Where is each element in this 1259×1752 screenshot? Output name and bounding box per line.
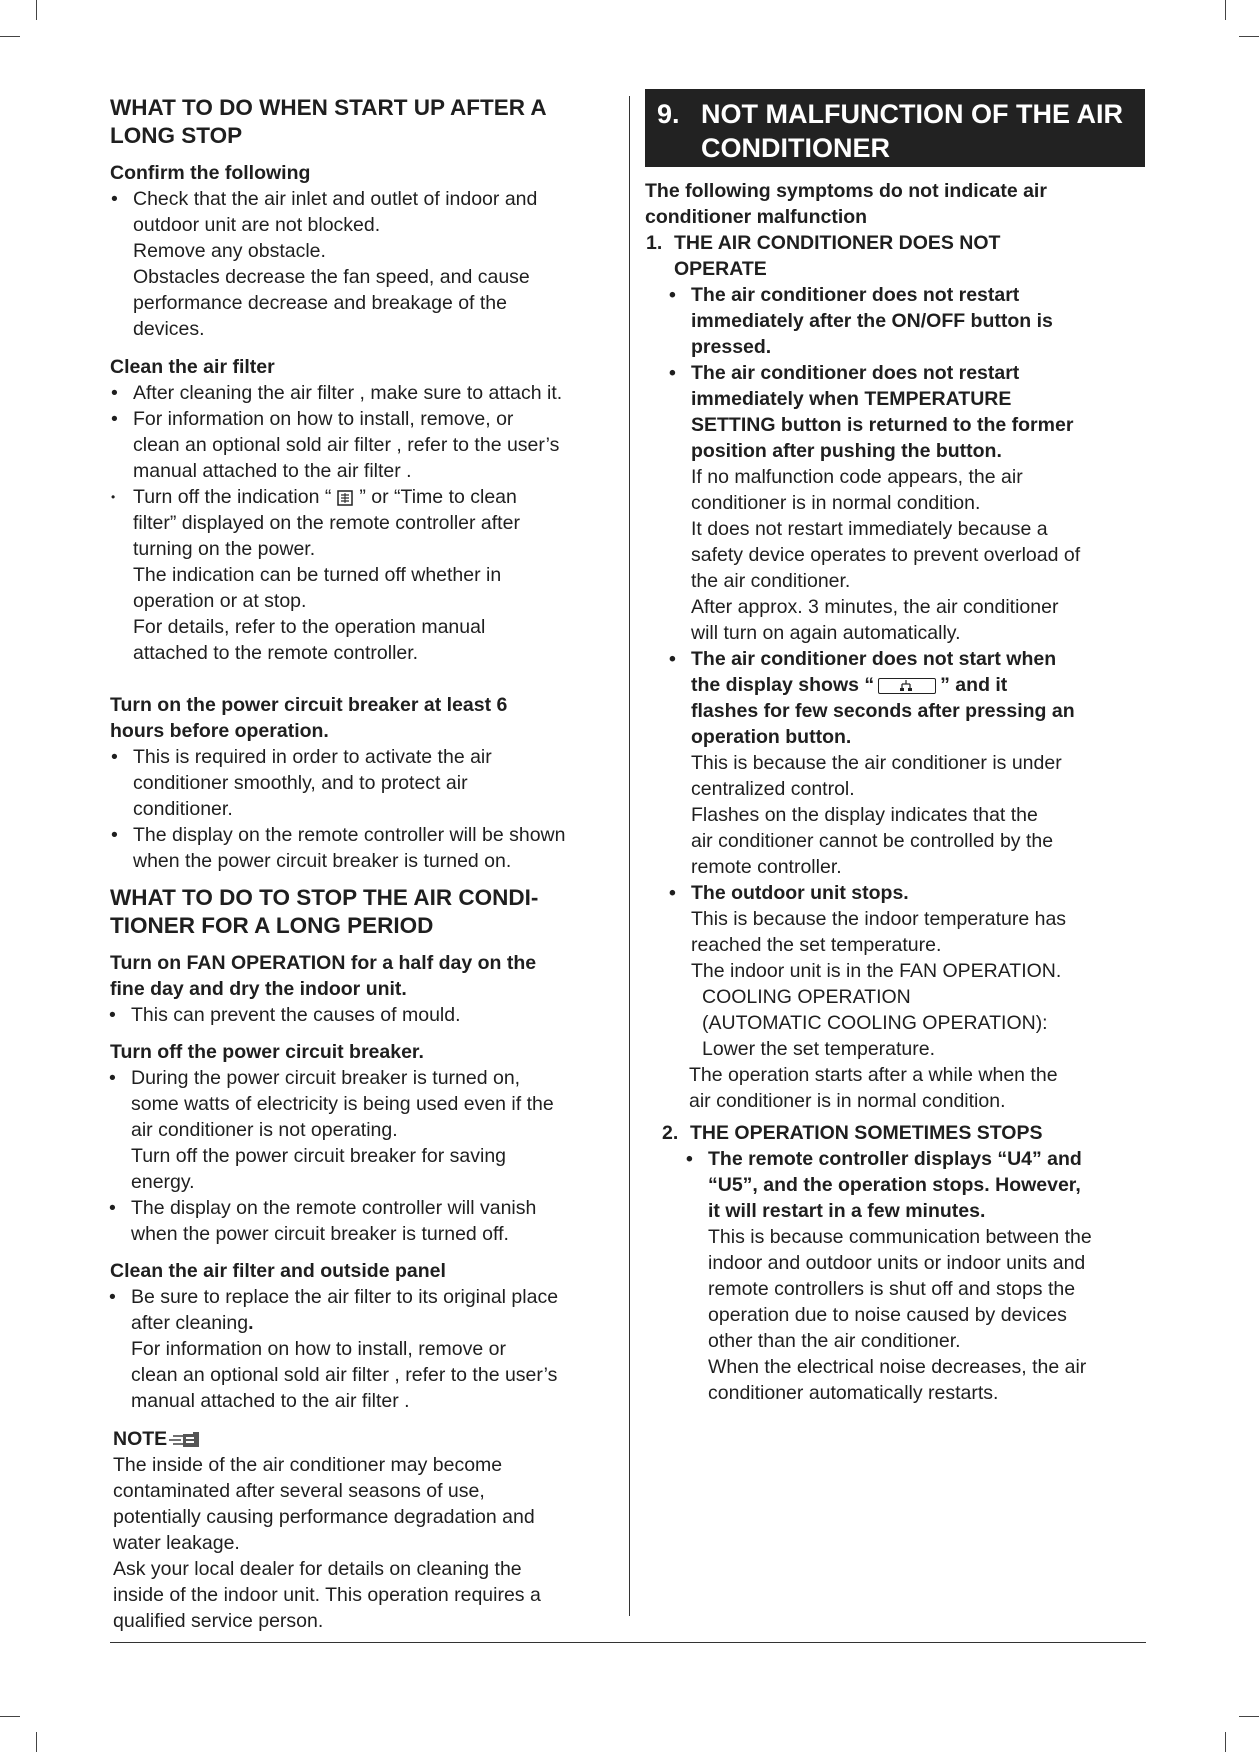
text-line: air conditioner is not operating. [131, 1119, 398, 1141]
text-line: remote controller. [691, 856, 842, 878]
text-line: energy. [131, 1171, 195, 1193]
panel-title: Clean the air filter and outside panel [110, 1260, 446, 1282]
text-line: The following symptoms do not indicate air [645, 180, 1047, 202]
text-line: Ask your local dealer for details on cleaning the [113, 1558, 522, 1580]
item-1-bullet: • The outdoor unit stops. This is because the indoor temperature has reached the set temperature. The indoor unit is in the FAN OPERATION. COOLING OPERATION (AUTOMATIC COOLING OPERATION): Lower the set temperature. The operation starts after a while when the air conditioner is in normal condition. [691, 880, 1151, 1114]
breaker-title: Turn off the power circuit breaker. [110, 1041, 424, 1063]
text-line: operation button. [691, 726, 852, 748]
text-line: If no malfunction code appears, the air [691, 466, 1023, 488]
text-line: clean an optional sold air filter , refer to the user’s [131, 1364, 558, 1386]
text-line: This is because the air conditioner is under [691, 752, 1062, 774]
text-line: hours before operation. [110, 720, 329, 742]
text-line: manual attached to the air filter . [131, 1390, 410, 1412]
text-line: Be sure to replace the air filter to its original place [131, 1286, 559, 1308]
item-1-title [646, 230, 1144, 282]
stop-heading [110, 884, 538, 940]
crop-mark [1239, 36, 1259, 37]
text-line: Lower the set temperature. [702, 1038, 936, 1060]
text-fragment: . [248, 1312, 254, 1334]
text-line: operation or at stop. [133, 590, 307, 612]
text-line: outdoor unit are not blocked. [133, 214, 381, 236]
text-line: potentially causing performance degradation and [113, 1506, 535, 1528]
text-line: During the power circuit breaker is turned on, [131, 1067, 521, 1089]
filter-title: Clean the air filter [110, 356, 275, 378]
section-number: 9. [657, 99, 680, 129]
crop-mark [1239, 1716, 1259, 1717]
item-1-bullet: • The air conditioner does not start when the display shows “ ” and it flashes for few seconds after pressing an operation button. This is because the air conditioner is under centralized control. Flashes on the display indicates that the air conditioner cannot be controlled by the remote controller. [691, 646, 1151, 880]
panel-bullet: • Be sure to replace the air filter to its original place after cleaning. For information on how to install, remove or clean an optional sold air filter , refer to the user’s manual attached to the air filter . [131, 1284, 631, 1414]
text-line: conditioner automatically restarts. [708, 1382, 999, 1404]
text-line: flashes for few seconds after pressing an [691, 700, 1075, 722]
filter-bullet: • Turn off the indication “ ” or “Time to clean filter” displayed on the remote controller after turning on the power. The indication can be turned off whether in operation or at stop. For details, refer to the operation manual attached to the remote controller. [133, 484, 623, 666]
intro [645, 178, 1047, 230]
text-line: The outdoor unit stops. [691, 882, 909, 904]
text-line: water leakage. [113, 1532, 240, 1554]
text-line: The remote controller displays “U4” and [708, 1148, 1082, 1170]
text-line: This is because the indoor temperature has [691, 908, 1067, 930]
text-line: pressed. [691, 336, 772, 358]
text-line: air conditioner cannot be controlled by the [691, 830, 1054, 852]
item-number: 1. [646, 232, 663, 254]
text-line: The air conditioner does not restart [691, 284, 1020, 306]
text-line: Turn on FAN OPERATION for a half day on the [110, 952, 537, 974]
text-line: The indication can be turned off whether in [133, 564, 502, 586]
section-header [645, 89, 1145, 167]
text-line: For information on how to install, remove or [131, 1338, 506, 1360]
crop-mark [0, 36, 20, 37]
crop-mark [36, 1732, 37, 1752]
pointing-hand-icon [169, 1431, 203, 1449]
fan-title [110, 950, 536, 1002]
text-fragment: the display shows “ [691, 674, 875, 696]
text-line: manual attached to the air filter . [133, 460, 412, 482]
text-line: the air conditioner. [691, 570, 851, 592]
filter-bullet: • For information on how to install, remove, or clean an optional sold air filter , refer to the user’s manual attached to the air filter . [133, 406, 623, 484]
text-line: attached to the remote controller. [133, 642, 419, 664]
section-title [701, 97, 1141, 165]
power-title [110, 692, 507, 744]
breaker-bullet: • The display on the remote controller will vanish when the power circuit breaker is turned off. [131, 1195, 621, 1247]
item-2-bullet: • The remote controller displays “U4” and “U5”, and the operation stops. However, it will restart in a few minutes. This is because communication between the indoor and outdoor units or indoor units and remote controllers is shut off and stops the operation due to noise caused by devices other than the air conditioner. When the electrical noise decreases, the air conditioner automatically restarts. [708, 1146, 1158, 1406]
text-line: contaminated after several seasons of use, [113, 1480, 485, 1502]
text-line: turning on the power. [133, 538, 316, 560]
text-line: conditioner. [133, 798, 233, 820]
note-body [113, 1452, 613, 1634]
text-line: centralized control. [691, 778, 855, 800]
crop-mark [1225, 1732, 1226, 1752]
text-line: For information on how to install, remove, or [133, 408, 514, 430]
text-line: NOT MALFUNCTION OF THE AIR [701, 99, 1123, 129]
text-line: SETTING button is returned to the former [691, 414, 1074, 436]
text-line: filter” displayed on the remote controller after [133, 512, 520, 534]
text-line: clean an optional sold air filter , refer to the user’s [133, 434, 560, 456]
sub-block [691, 984, 1151, 1062]
text-line: safety device operates to prevent overload of [691, 544, 1081, 566]
text-line: operation due to noise caused by devices [708, 1304, 1067, 1326]
text-line: (AUTOMATIC COOLING OPERATION): [702, 1012, 1048, 1034]
confirm-title: Confirm the following [110, 162, 311, 184]
text-line: will turn on again automatically. [691, 622, 961, 644]
text-fragment: NOTE [113, 1428, 168, 1450]
text-line: OPERATE [674, 258, 767, 280]
text-line: when the power circuit breaker is turned off. [131, 1223, 509, 1245]
stop-heading-line: WHAT TO DO TO STOP THE AIR CONDI- [110, 885, 539, 910]
crop-mark [36, 0, 37, 20]
text-line: Turn on the power circuit breaker at least 6 [110, 694, 508, 716]
crop-mark [1225, 0, 1226, 20]
filter-sign-icon [337, 490, 353, 506]
text-line: it will restart in a few minutes. [708, 1200, 986, 1222]
text-fragment: ” and it [940, 674, 1008, 696]
fan-bullet: • This can prevent the causes of mould. [131, 1002, 621, 1028]
startup-heading-line: WHAT TO DO WHEN START UP AFTER A [110, 95, 547, 120]
text-line: inside of the indoor unit. This operation requires a [113, 1584, 541, 1606]
confirm-bullet: • Check that the air inlet and outlet of indoor and outdoor unit are not blocked. Remove any obstacle. Obstacles decrease the fan speed, and cause performance decrease and breakage of the devices. [133, 186, 623, 342]
breaker-bullet: • During the power circuit breaker is turned on, some watts of electricity is being used even if the air conditioner is not operating. Turn off the power circuit breaker for saving energy. [131, 1065, 621, 1195]
text-line: Remove any obstacle. [133, 240, 326, 262]
item-number: 2. [662, 1122, 679, 1144]
text-fragment: ” or “Time to clean [359, 486, 517, 508]
text-line: air conditioner is in normal condition. [689, 1090, 1006, 1112]
text-line: reached the set temperature. [691, 934, 942, 956]
text-line: This can prevent the causes of mould. [131, 1004, 461, 1026]
text-line: position after pushing the button. [691, 440, 1002, 462]
text-line: The indoor unit is in the FAN OPERATION. [691, 960, 1062, 982]
text-line: For details, refer to the operation manual [133, 616, 486, 638]
text-line: indoor and outdoor units or indoor units and [708, 1252, 1086, 1274]
text-line: fine day and dry the indoor unit. [110, 978, 407, 1000]
text-line: This is required in order to activate the air [133, 746, 492, 768]
text-line [133, 484, 623, 510]
central-control-display-icon [878, 678, 936, 694]
text-line: Check that the air inlet and outlet of indoor and [133, 188, 538, 210]
text-line: qualified service person. [113, 1610, 324, 1632]
note-title [113, 1426, 203, 1452]
text-line: when the power circuit breaker is turned on. [133, 850, 512, 872]
text-line: When the electrical noise decreases, the air [708, 1356, 1087, 1378]
text-line: COOLING OPERATION [702, 986, 911, 1008]
text-line: Flashes on the display indicates that the [691, 804, 1038, 826]
text-line: performance decrease and breakage of the [133, 292, 507, 314]
text-line: remote controllers is shut off and stops the [708, 1278, 1076, 1300]
text-line: The display on the remote controller will vanish [131, 1197, 537, 1219]
text-fragment: Turn off the indication “ [133, 486, 332, 508]
text-line: The inside of the air conditioner may become [113, 1454, 503, 1476]
text-line: The operation starts after a while when the [689, 1064, 1058, 1086]
text-line: devices. [133, 318, 205, 340]
item-2-title [662, 1120, 1140, 1146]
power-bullet: • The display on the remote controller will be shown when the power circuit breaker is turned on. [133, 822, 638, 874]
text-line: The air conditioner does not restart [691, 362, 1020, 384]
text-line: conditioner malfunction [645, 206, 868, 228]
text-line: immediately when TEMPERATURE [691, 388, 1012, 410]
item-1-bullet: • The air conditioner does not restart immediately after the ON/OFF button is pressed. [691, 282, 1151, 360]
text-line: It does not restart immediately because a [691, 518, 1048, 540]
text-line: The display on the remote controller will be shown [133, 824, 566, 846]
text-line: “U5”, and the operation stops. However, [708, 1174, 1081, 1196]
text-fragment: after cleaning [131, 1312, 249, 1334]
startup-heading-line: LONG STOP [110, 123, 243, 148]
filter-bullet: • After cleaning the air filter , make sure to attach it. [133, 380, 633, 406]
text-line [131, 1310, 631, 1336]
stop-heading-line: TIONER FOR A LONG PERIOD [110, 913, 434, 938]
text-line: This is because communication between the [708, 1226, 1092, 1248]
crop-mark [0, 1716, 20, 1717]
text-line: some watts of electricity is being used even if the [131, 1093, 554, 1115]
text-line [691, 672, 1151, 698]
text-line: THE OPERATION SOMETIMES STOPS [690, 1122, 1043, 1144]
text-line: immediately after the ON/OFF button is [691, 310, 1053, 332]
text-line: other than the air conditioner. [708, 1330, 961, 1352]
text-line: CONDITIONER [701, 133, 890, 163]
text-line: After cleaning the air filter , make sure to attach it. [133, 382, 563, 404]
power-bullet: • This is required in order to activate the air conditioner smoothly, and to protect air conditioner. [133, 744, 623, 822]
text-line: conditioner smoothly, and to protect air [133, 772, 468, 794]
text-line: conditioner is in normal condition. [691, 492, 981, 514]
text-line: The air conditioner does not start when [691, 648, 1057, 670]
text-line: Obstacles decrease the fan speed, and cause [133, 266, 530, 288]
startup-heading [110, 94, 547, 150]
item-1-bullet: • The air conditioner does not restart immediately when TEMPERATURE SETTING button is returned to the former position after pushing the button. If no malfunction code appears, the air conditioner is in normal condition. It does not restart immediately because a safety device operates to prevent overload of the air conditioner. After approx. 3 minutes, the air conditioner will turn on again automatically. [691, 360, 1151, 646]
text-line: THE AIR CONDITIONER DOES NOT [674, 232, 1001, 254]
footer-rule [110, 1642, 1146, 1643]
text-line: Turn off the power circuit breaker for saving [131, 1145, 507, 1167]
text-line: After approx. 3 minutes, the air conditioner [691, 596, 1059, 618]
